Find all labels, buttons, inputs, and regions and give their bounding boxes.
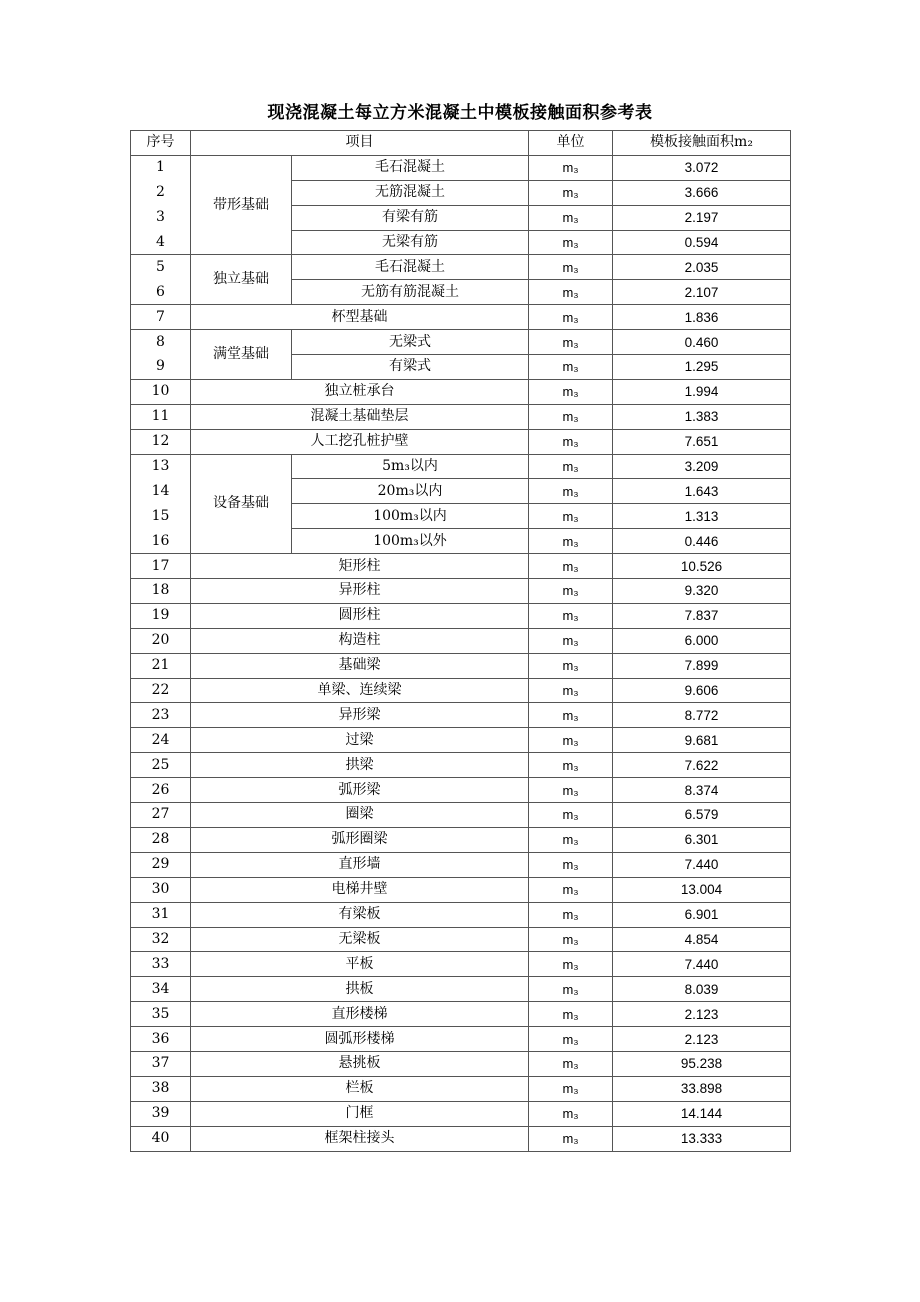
row-seq: 12: [131, 429, 191, 454]
row-item: 圆弧形楼梯: [191, 1027, 529, 1052]
table-row: [131, 653, 791, 678]
table-row: [131, 255, 791, 280]
row-area-value: 13.004: [613, 877, 791, 902]
row-unit: m₃: [529, 728, 613, 753]
table-row: [131, 902, 791, 927]
row-seq: 26: [131, 778, 191, 803]
table-row: [131, 454, 791, 479]
row-item: 独立桩承台: [191, 379, 529, 404]
row-area-value: 0.460: [613, 330, 791, 355]
row-area-value: 14.144: [613, 1101, 791, 1126]
row-unit: m₃: [529, 504, 613, 529]
row-unit: m₃: [529, 579, 613, 604]
header-unit: 单位: [529, 131, 613, 156]
row-item: 拱梁: [191, 753, 529, 778]
row-area-value: 3.072: [613, 155, 791, 180]
row-area-value: 9.606: [613, 678, 791, 703]
row-item: 圈梁: [191, 803, 529, 828]
row-area-value: 1.383: [613, 404, 791, 429]
table-row: [131, 703, 791, 728]
row-area-value: 7.440: [613, 852, 791, 877]
row-unit: m₃: [529, 827, 613, 852]
row-item: 异形柱: [191, 579, 529, 604]
row-area-value: 10.526: [613, 554, 791, 579]
row-item: 无筋有筋混凝土: [292, 280, 529, 305]
row-seq: 10: [131, 379, 191, 404]
row-item: 平板: [191, 952, 529, 977]
row-item: 毛石混凝土: [292, 255, 529, 280]
row-item: 门框: [191, 1101, 529, 1126]
row-area-value: 0.594: [613, 230, 791, 255]
row-unit: m₃: [529, 678, 613, 703]
row-area-value: 1.643: [613, 479, 791, 504]
row-unit: m₃: [529, 479, 613, 504]
row-item: 无筋混凝土: [292, 180, 529, 205]
row-unit: m₃: [529, 230, 613, 255]
header-area: 模板接触面积m₂: [613, 131, 791, 156]
table-row: [131, 1051, 791, 1076]
row-item: 人工挖孔桩护壁: [191, 429, 529, 454]
row-unit: m₃: [529, 653, 613, 678]
row-area-value: 0.446: [613, 529, 791, 554]
row-area-value: 1.994: [613, 379, 791, 404]
row-item: 栏板: [191, 1076, 529, 1101]
table-row: [131, 379, 791, 404]
table-row: [131, 977, 791, 1002]
table-row: [131, 952, 791, 977]
table-row: [131, 877, 791, 902]
table-row: [131, 1126, 791, 1151]
row-seq: 36: [131, 1027, 191, 1052]
row-unit: m₃: [529, 529, 613, 554]
row-item: 无梁板: [191, 927, 529, 952]
row-seq: 39: [131, 1101, 191, 1126]
table-row: [131, 554, 791, 579]
table-row: [131, 753, 791, 778]
row-unit: m₃: [529, 927, 613, 952]
row-seq: 27: [131, 803, 191, 828]
row-area-value: 6.901: [613, 902, 791, 927]
table-row: [131, 778, 791, 803]
row-area-value: 3.666: [613, 180, 791, 205]
row-unit: m₃: [529, 852, 613, 877]
row-unit: m₃: [529, 280, 613, 305]
row-unit: m₃: [529, 778, 613, 803]
group-label: 带形基础: [191, 155, 292, 255]
group-label: 设备基础: [191, 454, 292, 554]
row-seq: 38: [131, 1076, 191, 1101]
row-seq: 30: [131, 877, 191, 902]
row-area-value: 1.836: [613, 305, 791, 330]
row-area-value: 9.681: [613, 728, 791, 753]
formwork-area-table: [130, 130, 791, 1152]
header-seq: 序号: [131, 131, 191, 156]
table-row: [131, 155, 791, 180]
row-seq: 37: [131, 1051, 191, 1076]
row-item: 基础梁: [191, 653, 529, 678]
row-seq: 19: [131, 603, 191, 628]
row-unit: m₃: [529, 205, 613, 230]
row-unit: m₃: [529, 753, 613, 778]
row-area-value: 95.238: [613, 1051, 791, 1076]
row-seq: 31: [131, 902, 191, 927]
row-area-value: 33.898: [613, 1076, 791, 1101]
table-row: [131, 1101, 791, 1126]
row-seq: 17: [131, 554, 191, 579]
row-unit: m₃: [529, 1101, 613, 1126]
row-unit: m₃: [529, 180, 613, 205]
table-row: [131, 827, 791, 852]
table-header-row: [131, 131, 791, 156]
row-unit: m₃: [529, 1076, 613, 1101]
row-seq: 3: [131, 205, 191, 230]
row-unit: m₃: [529, 554, 613, 579]
row-unit: m₃: [529, 628, 613, 653]
row-item: 无梁有筋: [292, 230, 529, 255]
row-seq: 7: [131, 305, 191, 330]
row-seq: 35: [131, 1002, 191, 1027]
row-unit: m₃: [529, 703, 613, 728]
table-row: [131, 678, 791, 703]
table-row: [131, 1076, 791, 1101]
row-item: 无梁式: [292, 330, 529, 355]
row-item: 直形楼梯: [191, 1002, 529, 1027]
row-unit: m₃: [529, 977, 613, 1002]
row-area-value: 6.301: [613, 827, 791, 852]
row-area-value: 8.039: [613, 977, 791, 1002]
row-unit: m₃: [529, 952, 613, 977]
page-title: 现浇混凝土每立方米混凝土中模板接触面积参考表: [267, 103, 653, 123]
row-seq: 20: [131, 628, 191, 653]
row-area-value: 2.123: [613, 1027, 791, 1052]
row-seq: 24: [131, 728, 191, 753]
row-item: 20m₃以内: [292, 479, 529, 504]
row-seq: 15: [131, 504, 191, 529]
row-item: 异形梁: [191, 703, 529, 728]
row-area-value: 8.772: [613, 703, 791, 728]
row-area-value: 7.622: [613, 753, 791, 778]
row-item: 有梁式: [292, 355, 529, 380]
row-seq: 11: [131, 404, 191, 429]
row-seq: 29: [131, 852, 191, 877]
row-item: 有梁板: [191, 902, 529, 927]
row-item: 过梁: [191, 728, 529, 753]
row-seq: 21: [131, 653, 191, 678]
table-row: [131, 579, 791, 604]
table-row: [131, 1027, 791, 1052]
row-area-value: 7.651: [613, 429, 791, 454]
row-unit: m₃: [529, 803, 613, 828]
row-unit: m₃: [529, 429, 613, 454]
row-area-value: 2.107: [613, 280, 791, 305]
row-area-value: 8.374: [613, 778, 791, 803]
row-area-value: 3.209: [613, 454, 791, 479]
row-seq: 9: [131, 355, 191, 380]
row-unit: m₃: [529, 255, 613, 280]
row-seq: 23: [131, 703, 191, 728]
row-area-value: 4.854: [613, 927, 791, 952]
row-area-value: 2.035: [613, 255, 791, 280]
row-seq: 2: [131, 180, 191, 205]
row-seq: 8: [131, 330, 191, 355]
row-item: 圆形柱: [191, 603, 529, 628]
row-area-value: 2.197: [613, 205, 791, 230]
table-row: [131, 305, 791, 330]
row-seq: 1: [131, 155, 191, 180]
row-area-value: 7.837: [613, 603, 791, 628]
row-unit: m₃: [529, 305, 613, 330]
row-area-value: 7.899: [613, 653, 791, 678]
row-unit: m₃: [529, 1027, 613, 1052]
row-unit: m₃: [529, 404, 613, 429]
row-area-value: 1.295: [613, 355, 791, 380]
row-unit: m₃: [529, 877, 613, 902]
row-item: 混凝土基础垫层: [191, 404, 529, 429]
row-item: 直形墙: [191, 852, 529, 877]
row-area-value: 6.000: [613, 628, 791, 653]
row-seq: 4: [131, 230, 191, 255]
row-item: 悬挑板: [191, 1051, 529, 1076]
row-area-value: 7.440: [613, 952, 791, 977]
group-label: 独立基础: [191, 255, 292, 305]
row-area-value: 2.123: [613, 1002, 791, 1027]
row-seq: 5: [131, 255, 191, 280]
row-seq: 40: [131, 1126, 191, 1151]
row-area-value: 6.579: [613, 803, 791, 828]
row-item: 毛石混凝土: [292, 155, 529, 180]
row-item: 电梯井壁: [191, 877, 529, 902]
group-label: 满堂基础: [191, 330, 292, 380]
table-row: [131, 628, 791, 653]
row-seq: 28: [131, 827, 191, 852]
row-unit: m₃: [529, 1051, 613, 1076]
row-unit: m₃: [529, 603, 613, 628]
row-unit: m₃: [529, 1002, 613, 1027]
row-unit: m₃: [529, 379, 613, 404]
row-unit: m₃: [529, 355, 613, 380]
row-seq: 16: [131, 529, 191, 554]
row-seq: 14: [131, 479, 191, 504]
row-item: 构造柱: [191, 628, 529, 653]
row-item: 弧形梁: [191, 778, 529, 803]
row-item: 有梁有筋: [292, 205, 529, 230]
row-item: 框架柱接头: [191, 1126, 529, 1151]
table-row: [131, 404, 791, 429]
row-seq: 6: [131, 280, 191, 305]
row-item: 矩形柱: [191, 554, 529, 579]
table-row: [131, 330, 791, 355]
table-row: [131, 803, 791, 828]
row-unit: m₃: [529, 155, 613, 180]
row-seq: 33: [131, 952, 191, 977]
row-area-value: 1.313: [613, 504, 791, 529]
row-area-value: 9.320: [613, 579, 791, 604]
row-seq: 13: [131, 454, 191, 479]
table-row: [131, 429, 791, 454]
row-item: 5m₃以内: [292, 454, 529, 479]
row-seq: 34: [131, 977, 191, 1002]
row-unit: m₃: [529, 902, 613, 927]
row-area-value: 13.333: [613, 1126, 791, 1151]
row-item: 100m₃以外: [292, 529, 529, 554]
row-item: 单梁、连续梁: [191, 678, 529, 703]
table-row: [131, 927, 791, 952]
table-row: [131, 852, 791, 877]
row-unit: m₃: [529, 454, 613, 479]
row-seq: 32: [131, 927, 191, 952]
row-item: 拱板: [191, 977, 529, 1002]
header-item: 项目: [191, 131, 529, 156]
row-item: 100m₃以内: [292, 504, 529, 529]
row-seq: 22: [131, 678, 191, 703]
row-seq: 18: [131, 579, 191, 604]
row-item: 杯型基础: [191, 305, 529, 330]
row-seq: 25: [131, 753, 191, 778]
table-row: [131, 603, 791, 628]
table-row: [131, 1002, 791, 1027]
row-unit: m₃: [529, 330, 613, 355]
row-unit: m₃: [529, 1126, 613, 1151]
table-row: [131, 728, 791, 753]
row-item: 弧形圈梁: [191, 827, 529, 852]
